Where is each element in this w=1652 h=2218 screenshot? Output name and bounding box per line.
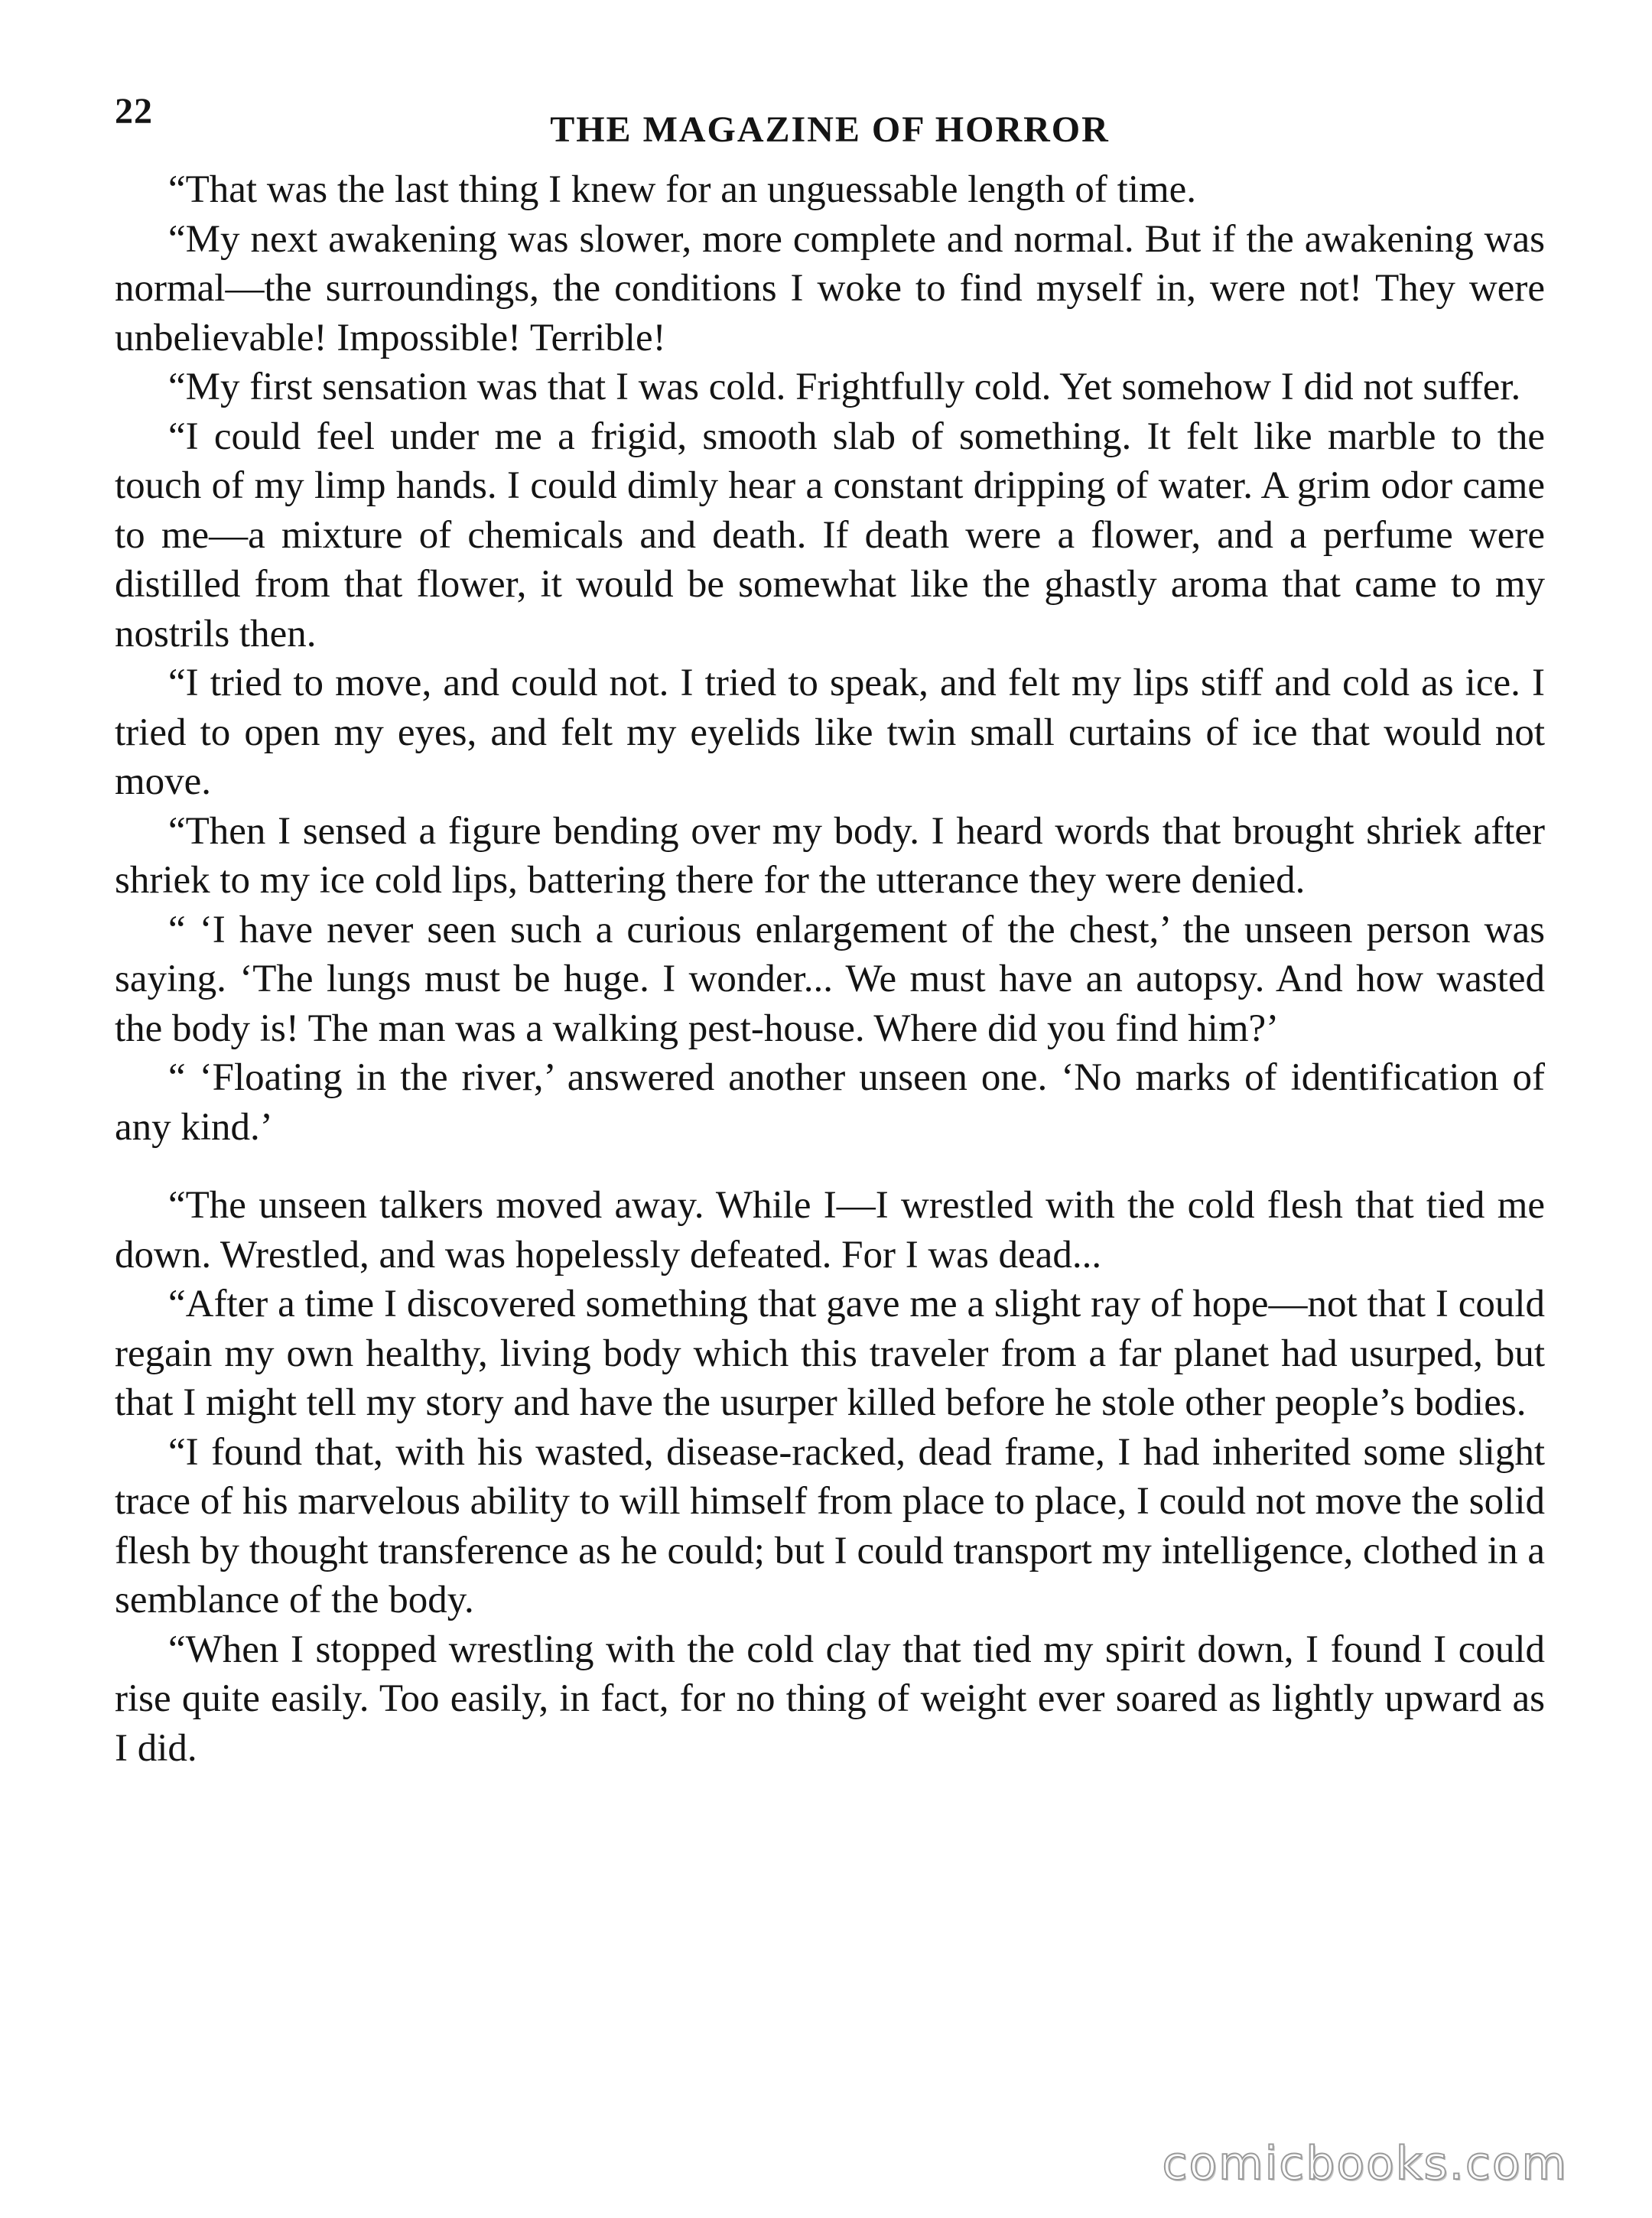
paragraph: “ ‘Floating in the river,’ answered another unseen one. ‘No marks of identification of any kind.’ <box>115 1056 1545 1149</box>
paragraph: “I found that, with his wasted, disease-racked, dead frame, I had inherited some slight trace of his marvelous ability to will himself from place to place, I could not move the solid flesh by thought transference as he could; but I could transport my intelligence, clothed in a semblance of the body. <box>115 1430 1545 1621</box>
paragraph: “ ‘I have never seen such a curious enlargement of the chest,’ the unseen person was saying. ‘The lungs must be huge. I wonder... We must have an autopsy. And how wasted the body is! The man was a walking pest-house. Where did you find him?’ <box>115 908 1545 1050</box>
paragraph: “Then I sensed a figure bending over my body. I heard words that brought shriek after shriek to my ice cold lips, battering there for the utterance they were denied. <box>115 809 1545 902</box>
paragraph: “After a time I discovered something that gave me a slight ray of hope—not that I could regain my own healthy, living body which this traveler from a far planet had usurped, but that I might tell my story and have the usurper killed before he stole other people’s bodies. <box>115 1283 1545 1424</box>
paragraph: “I tried to move, and could not. I tried to speak, and felt my lips stiff and cold as ice. I tried to open my eyes, and felt my eyelids like twin small curtains of ice that would not move. <box>115 662 1545 803</box>
paragraph: “The unseen talkers moved away. While I—I wrestled with the cold flesh that tied me down. Wrestled, and was hopelessly defeated. For I was dead... <box>115 1184 1545 1276</box>
paragraph: “My next awakening was slower, more complete and normal. But if the awakening was normal—the surroundings, the conditions I woke to find myself in, were not! They were unbelievable! Impossible! Terrible! <box>115 217 1545 359</box>
paragraph: “When I stopped wrestling with the cold clay that tied my spirit down, I found I could rise quite easily. Too easily, in fact, for no thing of weight ever soared as lightly upward as I did. <box>115 1628 1545 1770</box>
page-number: 22 <box>115 91 153 132</box>
paragraph: “My first sensation was that I was cold. Frightfully cold. Yet somehow I did not suffer. <box>168 366 1521 408</box>
article-body <box>115 165 1545 1773</box>
watermark: comicbooks.com <box>1162 2137 1568 2190</box>
paragraph: “That was the last thing I knew for an unguessable length of time. <box>168 168 1197 211</box>
paragraph: “I could feel under me a frigid, smooth slab of something. It felt like marble to the touch of my limp hands. I could dimly hear a constant dripping of water. A grim odor came to me—a mixture of chemicals and death. If death were a flower, and a perfume were distilled from that flower, it would be somewhat like the ghastly aroma that came to my nostrils then. <box>115 415 1545 655</box>
running-head: THE MAGAZINE OF HORROR <box>550 109 1110 150</box>
